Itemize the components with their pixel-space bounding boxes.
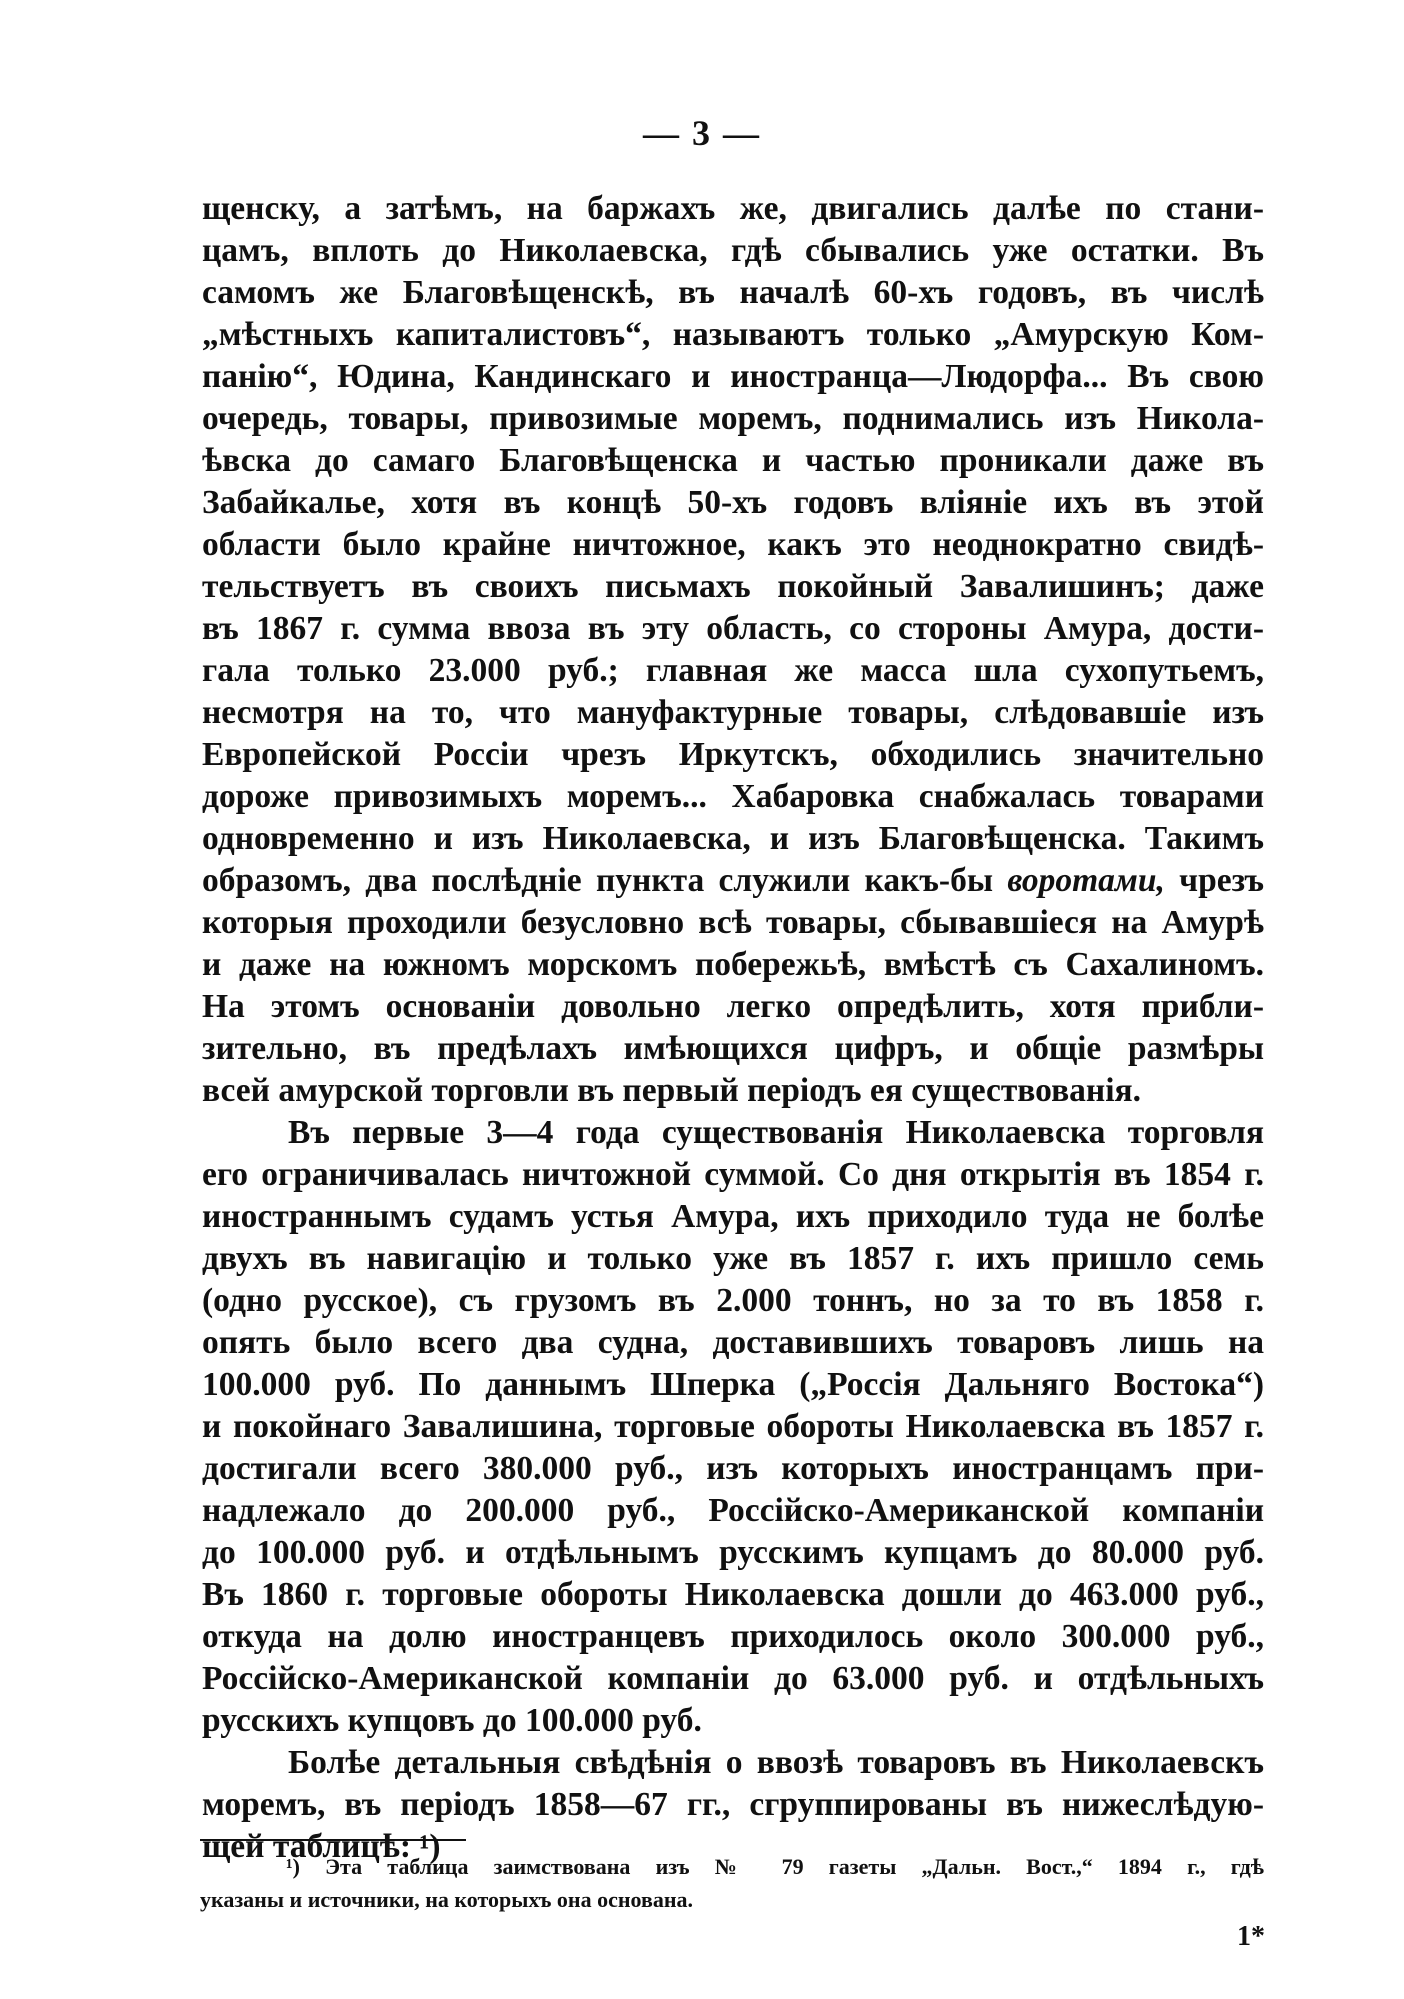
text-line: „мѣстныхъ капиталистовъ“, называютъ только „Амурскую Ком- (202, 316, 1264, 353)
text-line: щенску, а затѣмъ, на баржахъ же, двигались далѣе по стани- (202, 190, 1264, 227)
text-line: моремъ, въ періодъ 1858—67 гг., сгруппированы въ нижеслѣдую- (202, 1786, 1264, 1823)
paragraph-start-line: Болѣе детальныя свѣдѣнія о ввозѣ товаровъ въ Николаевскъ (288, 1744, 1264, 1781)
text-line: ѣвска до самаго Благовѣщенска и частью проникали даже въ (202, 442, 1264, 479)
text-line: несмотря на то, что мануфактурные товары, слѣдовавшіе изъ (202, 694, 1264, 731)
text-line: и покойнаго Завалишина, торговые обороты Николаевска въ 1857 г. (202, 1408, 1264, 1445)
text-line: Въ 1860 г. торговые обороты Николаевска дошли до 463.000 руб., (202, 1576, 1264, 1613)
text-line: откуда на долю иностранцевъ приходилось около 300.000 руб., (202, 1618, 1264, 1655)
text-line: опять было всего два судна, доставившихъ товаровъ лишь на (202, 1324, 1264, 1361)
text-line: На этомъ основаніи довольно легко опредѣлить, хотя прибли- (202, 988, 1264, 1025)
text-line: которыя проходили безусловно всѣ товары, сбывавшіеся на Амурѣ (202, 904, 1264, 941)
text-line: области было крайне ничтожное, какъ это неоднократно свидѣ- (202, 526, 1264, 563)
text-line: Россійско-Американской компаніи до 63.000 руб. и отдѣльныхъ (202, 1660, 1264, 1697)
text-line: его ограничивалась ничтожной суммой. Со дня открытія въ 1854 г. (202, 1156, 1264, 1193)
text-line: самомъ же Благовѣщенскѣ, въ началѣ 60-хъ годовъ, въ числѣ (202, 274, 1264, 311)
text-line: очередь, товары, привозимые моремъ, поднимались изъ Никола- (202, 400, 1264, 437)
paragraph-start-line: Въ первые 3—4 года существованія Николаевска торговля (288, 1114, 1264, 1151)
text-line: панію“, Юдина, Кандинскаго и иностранца—Людорфа... Въ свою (202, 358, 1264, 395)
text-line: гала только 23.000 руб.; главная же масса шла сухопутьемъ, (202, 652, 1264, 689)
text-line: достигали всего 380.000 руб., изъ которыхъ иностранцамъ при- (202, 1450, 1264, 1487)
page-number: — 3 — (643, 113, 761, 153)
text-line: и даже на южномъ морскомъ побережьѣ, вмѣстѣ съ Сахалиномъ. (202, 946, 1264, 983)
text-line: (одно русское), съ грузомъ въ 2.000 тоннъ, но за то въ 1858 г. (202, 1282, 1264, 1319)
text-line: тельствуетъ въ своихъ письмахъ покойный Завалишинъ; даже (202, 568, 1264, 605)
text-line: дороже привозимыхъ моремъ... Хабаровка снабжалась товарами (202, 778, 1264, 815)
text-line: 100.000 руб. По даннымъ Шперка („Россія Дальняго Востока“) (202, 1366, 1264, 1403)
text-line: цамъ, вплоть до Николаевска, гдѣ сбывались уже остатки. Въ (202, 232, 1264, 269)
signature-mark: 1* (1237, 1921, 1265, 1952)
emphasized-word: воротами, (1007, 862, 1165, 899)
footnote (200, 1850, 1264, 1916)
text-line: до 100.000 руб. и отдѣльнымъ русскимъ купцамъ до 80.000 руб. (202, 1534, 1264, 1571)
body-text (202, 188, 1264, 1868)
footnote-divider (200, 1839, 466, 1841)
text-line: въ 1867 г. сумма ввоза въ эту область, со стороны Амура, дости- (202, 610, 1264, 647)
text-line: надлежало до 200.000 руб., Россійско-Американской компаніи (202, 1492, 1264, 1529)
text-line: одновременно и изъ Николаевска, и изъ Благовѣщенска. Такимъ (202, 820, 1264, 857)
text-line: Забайкалье, хотя въ концѣ 50-хъ годовъ вліяніе ихъ въ этой (202, 484, 1264, 521)
text-line: Европейской Россіи чрезъ Иркутскъ, обходились значительно (202, 736, 1264, 773)
footnote-line: указаны и источники, на которыхъ она основана. (200, 1887, 694, 1912)
text-line: зительно, въ предѣлахъ имѣющихся цифръ, и общіе размѣры (202, 1030, 1264, 1067)
footnote-line: ¹) Эта таблица заимствована изъ № 79 газеты „Дальн. Вост.,“ 1894 г., гдѣ (286, 1854, 1264, 1879)
text-line: всей амурской торговли въ первый періодъ ея существованія. (202, 1072, 1142, 1109)
text-line: иностраннымъ судамъ устья Амура, ихъ приходило туда не болѣе (202, 1198, 1264, 1235)
text-line: русскихъ купцовъ до 100.000 руб. (202, 1702, 702, 1739)
text-line: образомъ, два послѣдніе пункта служили какъ-бы воротами, чрезъ (202, 862, 1264, 899)
text-line: щей таблицѣ: ¹) (202, 1828, 441, 1865)
text-line: двухъ въ навигацію и только уже въ 1857 г. ихъ пришло семь (202, 1240, 1264, 1277)
